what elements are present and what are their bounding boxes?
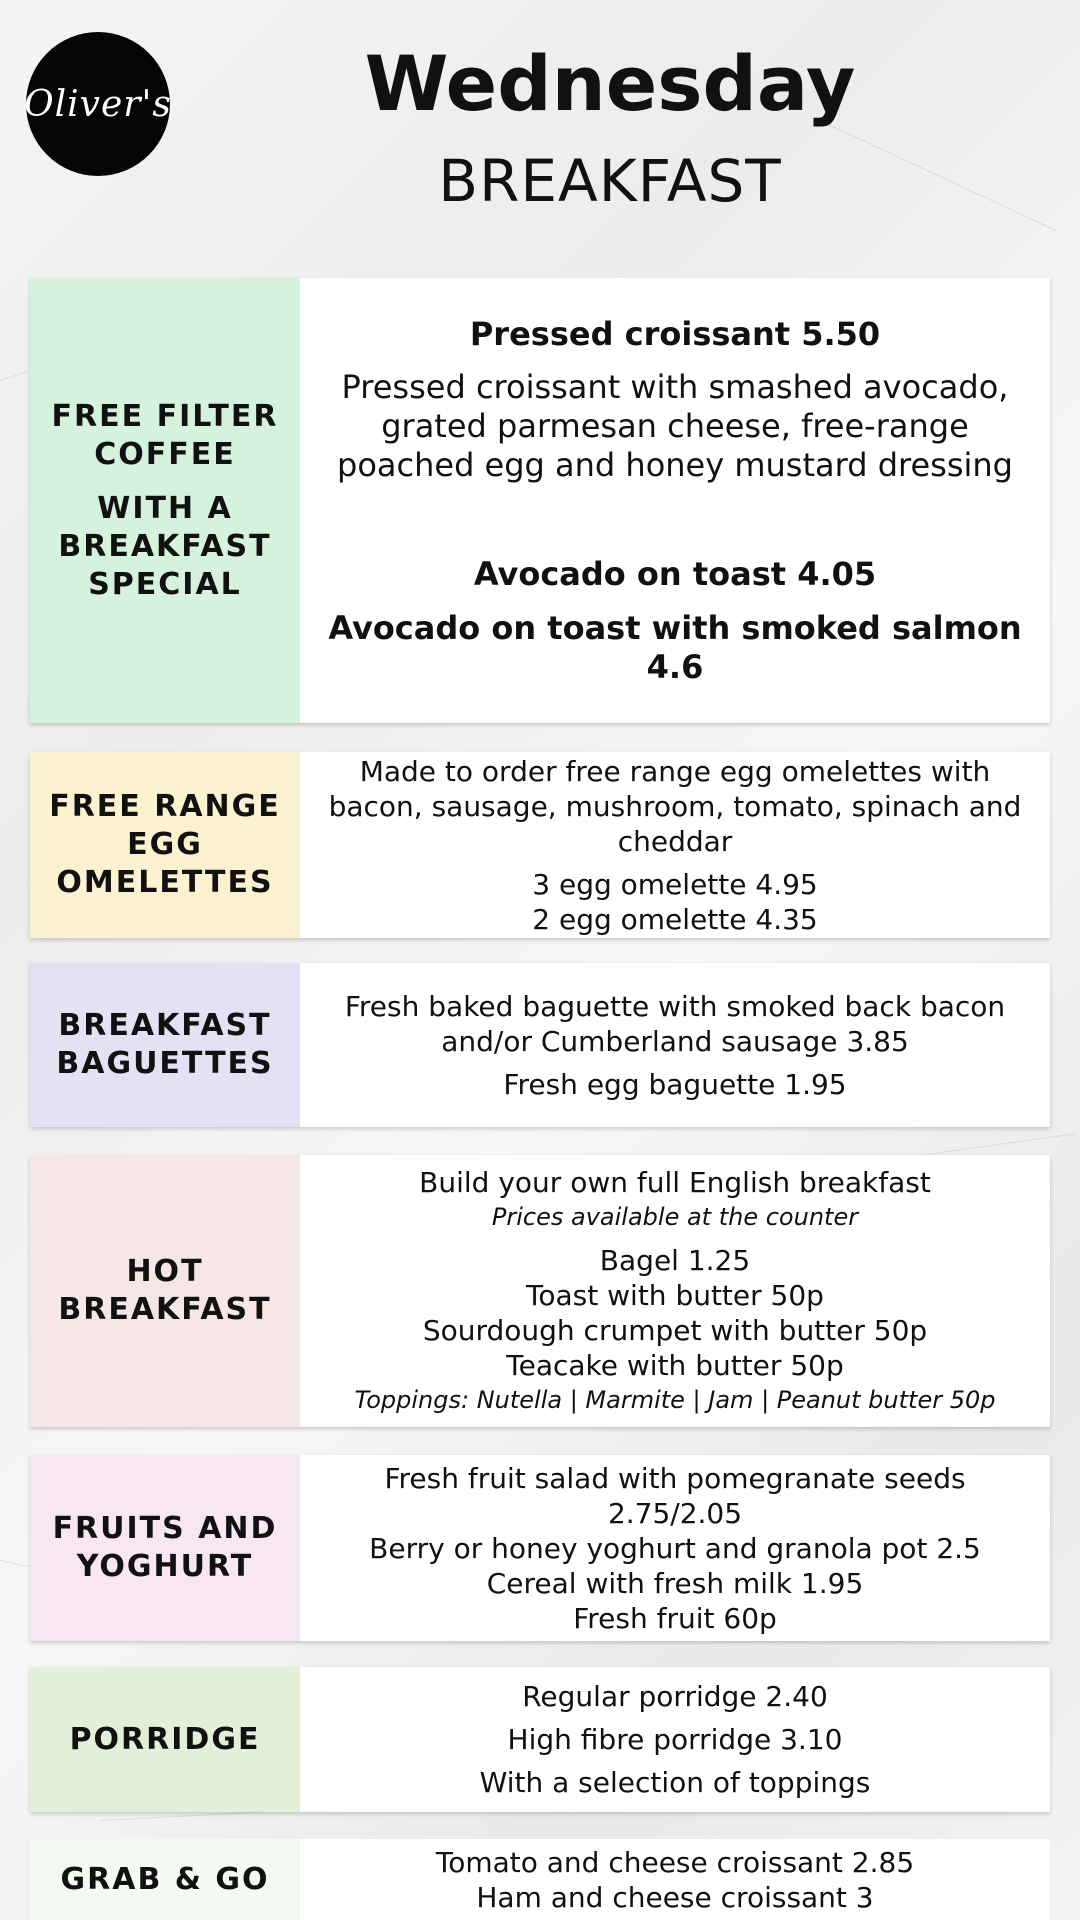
category-line: BREAKFAST	[58, 1008, 272, 1043]
menu-item: 3 egg omelette 4.95	[532, 867, 818, 901]
category-line: BREAKFAST	[58, 528, 272, 564]
section-items	[300, 1455, 1050, 1641]
category-line: SPECIAL	[88, 566, 242, 602]
category-line: GRAB & GO	[60, 1861, 270, 1897]
section-items	[300, 752, 1050, 938]
category-porridge	[30, 1667, 300, 1812]
menu-item-description: Made to order free range egg omelettes with bacon, sausage, mushroom, tomato, spinach and cheddar	[328, 754, 1022, 858]
category-line: HOT	[126, 1254, 204, 1289]
category-line: WITH A	[97, 490, 233, 526]
section-items	[300, 278, 1050, 723]
menu-item: Avocado on toast with smoked salmon 4.6	[328, 608, 1022, 686]
logo-text: Oliver's	[24, 83, 172, 125]
menu-item: Avocado on toast 4.05	[473, 554, 877, 593]
category-line: YOGHURT	[76, 1549, 254, 1584]
menu-section-grab-and-go	[30, 1839, 1050, 1920]
menu-item: High fibre porridge 3.10	[507, 1723, 843, 1756]
meal-title: BREAKFAST	[438, 147, 782, 215]
menu-item: Fresh baked baguette with smoked back bacon and/or Cumberland sausage 3.85	[344, 989, 1006, 1058]
toppings-note: Toppings: Nutella | Marmite | Jam | Peanut butter 50p	[354, 1385, 996, 1414]
category-grab-and-go	[30, 1839, 300, 1920]
brand-logo	[26, 32, 170, 176]
menu-item: Fresh fruit 60p	[573, 1601, 777, 1635]
category-fruits-yoghurt	[30, 1455, 300, 1641]
category-line: COFFEE	[94, 436, 236, 472]
menu-item: Teacake with butter 50p	[506, 1348, 844, 1382]
menu-item: Ham and cheese croissant 3	[476, 1880, 874, 1914]
section-items	[300, 1667, 1050, 1812]
menu-section-omelettes	[30, 752, 1050, 938]
menu-item: Toast with butter 50p	[526, 1278, 824, 1312]
category-line: EGG	[127, 827, 203, 862]
category-line: BREAKFAST	[58, 1292, 272, 1327]
section-items	[300, 1839, 1050, 1920]
category-hot-breakfast	[30, 1155, 300, 1427]
menu-section-hot-breakfast	[30, 1155, 1050, 1427]
category-line: OMELETTES	[56, 865, 274, 900]
section-items	[300, 963, 1050, 1127]
menu-item: Tomato and cheese croissant 2.85	[435, 1845, 915, 1879]
category-baguettes	[30, 963, 300, 1127]
menu-section-porridge	[30, 1667, 1050, 1812]
menu-item: Fresh fruit salad with pomegranate seeds 2.75/2.05	[384, 1461, 966, 1530]
category-line: FREE RANGE	[49, 789, 281, 824]
menu-section-baguettes	[30, 963, 1050, 1127]
menu-item: Sourdough crumpet with butter 50p	[422, 1313, 928, 1347]
category-line: FRUITS AND	[52, 1511, 278, 1546]
menu-item: Cereal with fresh milk 1.95	[486, 1566, 864, 1600]
day-title: Wednesday	[364, 39, 856, 128]
menu-item: Regular porridge 2.40	[522, 1680, 828, 1713]
menu-item-description: Pressed croissant with smashed avocado, grated parmesan cheese, free-range poached egg and honey mustard dressing	[337, 367, 1013, 484]
category-line: BAGUETTES	[56, 1046, 274, 1081]
price-note: Prices available at the counter	[491, 1202, 859, 1231]
menu-item: Fresh egg baguette 1.95	[503, 1067, 847, 1101]
menu-section-fruits-yoghurt	[30, 1455, 1050, 1641]
menu-item: Pressed croissant 5.50	[469, 314, 881, 353]
menu-item: Bagel 1.25	[599, 1243, 751, 1277]
menu-item: With a selection of toppings	[479, 1766, 871, 1799]
section-items	[300, 1155, 1050, 1427]
category-line: PORRIDGE	[69, 1721, 261, 1757]
menu-item: 2 egg omelette 4.35	[532, 902, 818, 936]
menu-item: Build your own full English breakfast	[419, 1165, 931, 1199]
menu-item: Berry or honey yoghurt and granola pot 2.5	[369, 1531, 981, 1565]
category-line: FREE FILTER	[51, 398, 279, 434]
menu-section-breakfast-special	[30, 278, 1050, 723]
category-omelettes	[30, 752, 300, 938]
category-breakfast-special	[30, 278, 300, 723]
